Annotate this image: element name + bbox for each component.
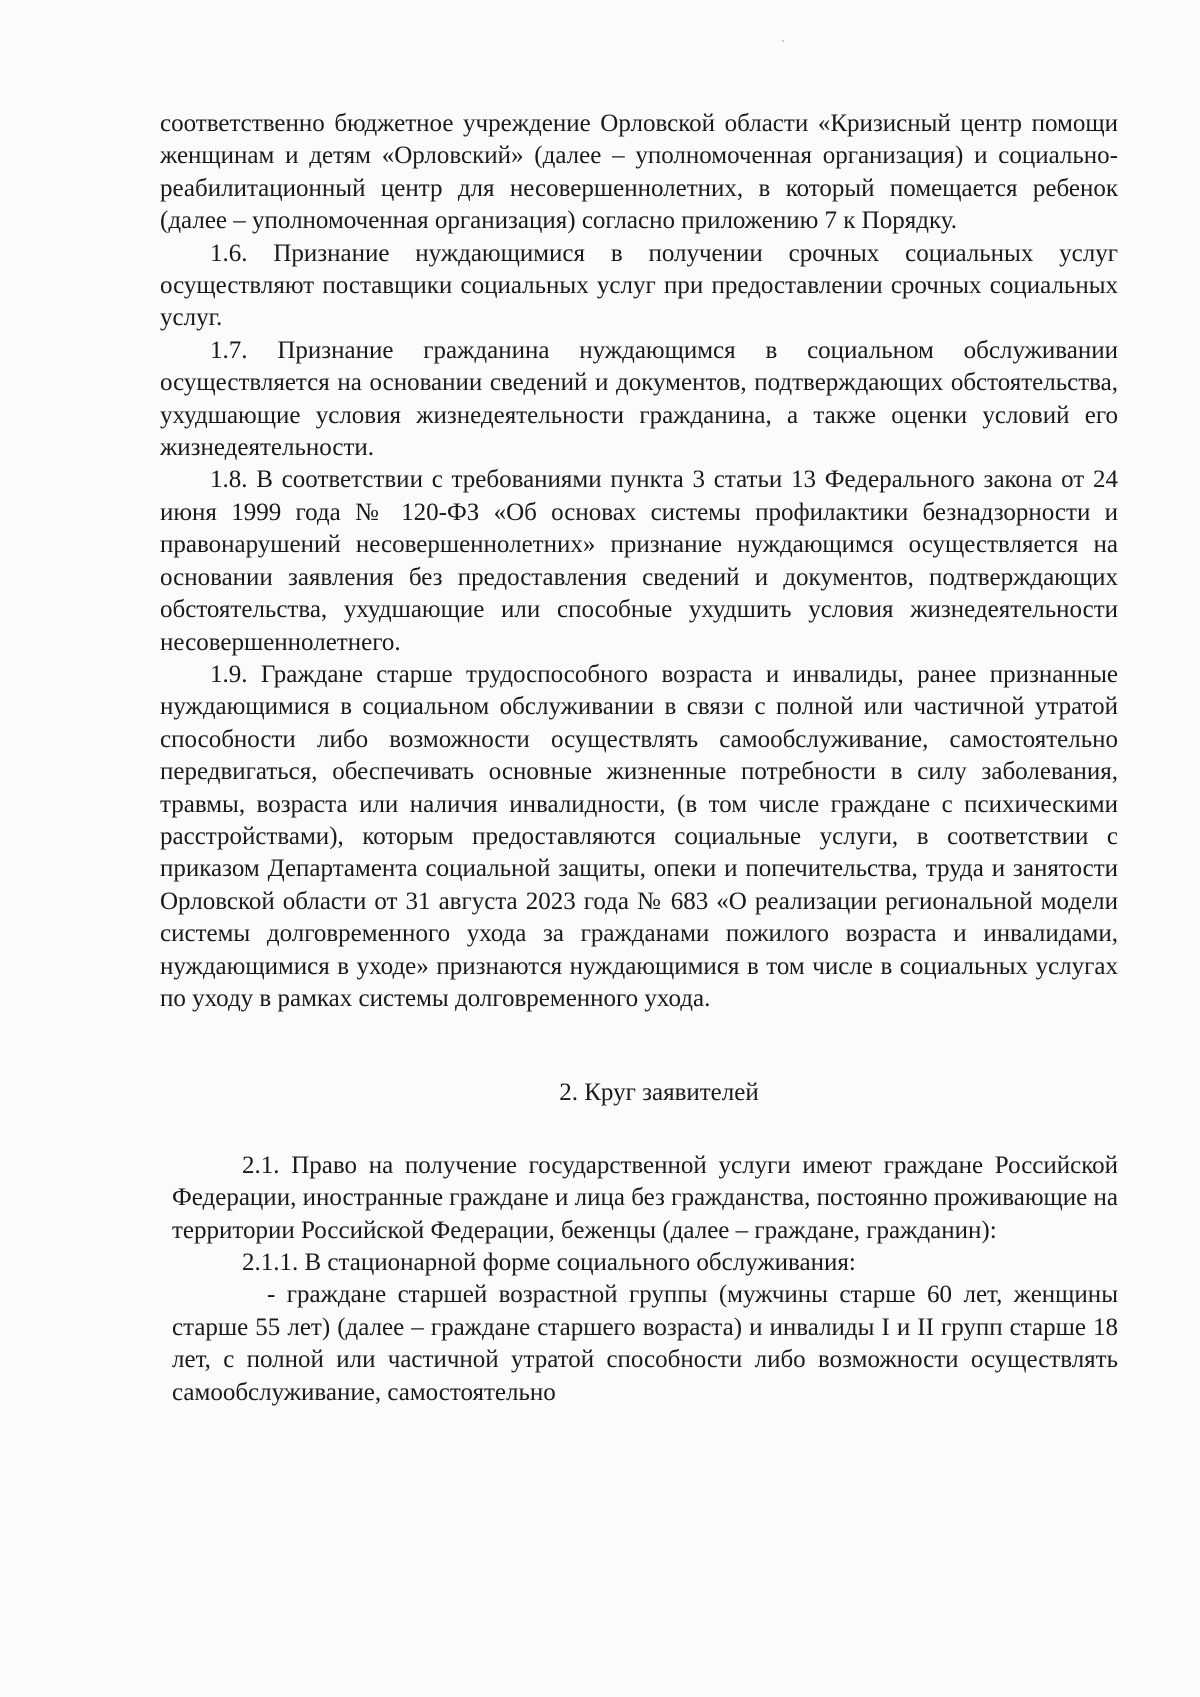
paragraph-continuation: соответственно бюджетное учреждение Орловской области «Кризисный центр помощи женщинам и детям «Орловский» (далее – уполномоченная организация) и социально-реабилитационный центр для несовершеннолетних, в который помещается ребенок (далее – уполномоченная организация) согласно приложению 7 к Порядку. xyxy=(160,110,1118,235)
paragraph-2-1-1: 2.1.1. В стационарной форме социального обслуживания: xyxy=(242,1249,856,1276)
section-heading: 2. Круг заявителей xyxy=(559,1079,759,1107)
paragraph-1-7: 1.7. Признание гражданина нуждающимся в социальном обслуживании осуществляется на основании сведений и документов, подтверждающих обстоятельства, ухудшающие условия жизнедеятельности гражданина, а также оценки условий его жизнедеятельности. xyxy=(160,336,1118,462)
paragraph-2-1: 2.1. Право на получение государственной услуги имеют граждане Российской Федерации, иностранные граждане и лица без гражданства, постоянно проживающие на территории Российской Федерации, беженцы (далее – граждане, гражданин): xyxy=(172,1151,1118,1244)
scan-speck xyxy=(782,40,784,42)
paragraph-1-6: 1.6. Признание нуждающимися в получении срочных социальных услуг осуществляют поставщики социальных услуг при предоставлении срочных социальных услуг. xyxy=(160,239,1118,332)
section-2-body xyxy=(160,1150,1118,1409)
paragraph-1-8: 1.8. В соответствии с требованиями пункта 3 статьи 13 Федерального закона от 24 июня 1999 года № 120-ФЗ «Об основах системы профилактики безнадзорности и правонарушений несовершеннолетних» признание нуждающимся осуществляется на основании заявления без предоставления сведений и документов, подтверждающих обстоятельства, ухудшающие или способные ухудшить условия жизнедеятельности несовершеннолетнего. xyxy=(160,466,1118,656)
document-body xyxy=(160,108,1118,1409)
list-item-elderly: - граждане старшей возрастной группы (мужчины старше 60 лет, женщины старше 55 лет) (далее – граждане старшего возраста) и инвалиды I и II групп старше 18 лет, с полной или частичной утратой способности либо возможности осуществлять самообслуживание, самостоятельно xyxy=(172,1281,1118,1406)
paragraph-1-9: 1.9. Граждане старше трудоспособного возраста и инвалиды, ранее признанные нуждающимися в социальном обслуживании в связи с полной или частичной утратой способности либо возможности осуществлять самообслуживание, самостоятельно передвигаться, обеспечивать основные жизненные потребности в силу заболевания, травмы, возраста или наличия инвалидности, (в том числе граждане с психическими расстройствами), которым предоставляются социальные услуги, в соответствии с приказом Департамента социальной защиты, опеки и попечительства, труда и занятости Орловской области от 31 августа 2023 года № 683 «О реализации региональной модели системы долговременного ухода за гражданами пожилого возраста и инвалидами, нуждающимися в уходе» признаются нуждающимися в том числе в социальных услугах по уходу в рамках системы долговременного ухода. xyxy=(160,660,1118,1012)
